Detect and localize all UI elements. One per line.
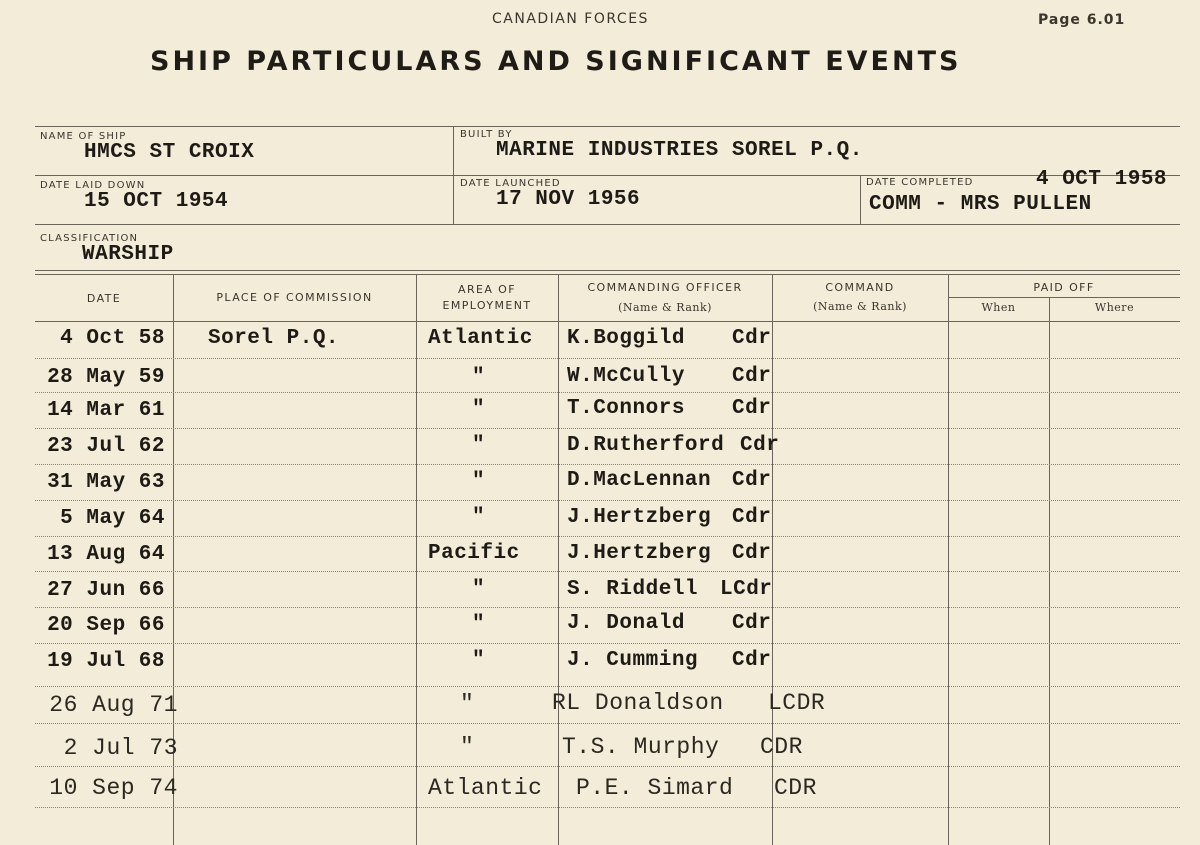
ship-name-value: HMCS ST CROIX <box>84 141 255 164</box>
laid-down-value: 15 OCT 1954 <box>84 190 229 213</box>
col-paid-header: PAID OFF <box>1033 281 1095 294</box>
row-place: Sorel P.Q. <box>208 327 340 350</box>
classification-label: CLASSIFICATION <box>40 233 139 244</box>
row-area: Atlantic <box>428 327 533 350</box>
row-co-rank: LCdr <box>720 578 773 601</box>
row-date: 20 Sep 66 <box>47 614 165 637</box>
row-area: " <box>472 434 486 457</box>
col-when-header: When <box>981 301 1016 314</box>
row-co-name: J.Hertzberg <box>567 542 712 565</box>
row-area: Atlantic <box>428 775 543 801</box>
row-date: 27 Jun 66 <box>47 579 165 602</box>
laid-down-label: DATE LAID DOWN <box>40 180 146 191</box>
row-co-rank: Cdr <box>732 365 772 388</box>
row-co-name: W.McCully <box>567 365 685 388</box>
launched-value: 17 NOV 1956 <box>496 188 641 211</box>
row-co-rank: Cdr <box>732 397 772 420</box>
row-co-name: T.Connors <box>567 397 685 420</box>
row-area: " <box>472 578 486 601</box>
row-date: 28 May 59 <box>47 366 165 389</box>
row-co-name: J. Donald <box>567 612 685 635</box>
row-date: 31 May 63 <box>47 471 165 494</box>
row-co-rank: Cdr <box>732 469 772 492</box>
row-area: " <box>472 398 486 421</box>
row-co-rank: Cdr <box>732 542 772 565</box>
col-co-header-2: (Name & Rank) <box>618 301 712 314</box>
col-where-header: Where <box>1094 301 1135 314</box>
launched-label: DATE LAUNCHED <box>460 178 561 189</box>
ship-name-label: NAME OF SHIP <box>40 131 127 142</box>
row-date: 23 Jul 62 <box>47 435 165 458</box>
col-cmd-header-1: COMMAND <box>825 281 895 294</box>
col-area-header-1: AREA OF <box>458 283 516 296</box>
completed-note: COMM - MRS PULLEN <box>869 193 1092 216</box>
col-date-header: DATE <box>86 292 122 305</box>
row-co-name: T.S. Murphy <box>562 734 720 760</box>
row-co-rank: CDR <box>760 734 803 760</box>
row-co-name: K.Boggild <box>567 327 685 350</box>
row-date: 26 Aug 71 <box>49 692 178 718</box>
row-date: 14 Mar 61 <box>47 399 165 422</box>
row-co-name: D.Rutherford <box>567 434 725 457</box>
row-co-rank: CDR <box>774 775 817 801</box>
col-place-header: PLACE OF COMMISSION <box>216 291 373 304</box>
built-by-value: MARINE INDUSTRIES SOREL P.Q. <box>496 139 863 162</box>
row-date: 4 Oct 58 <box>60 327 165 350</box>
row-area: " <box>460 734 475 760</box>
col-co-header-1: COMMANDING OFFICER <box>587 281 743 294</box>
row-co-name: RL Donaldson <box>552 690 724 716</box>
row-date: 10 Sep 74 <box>49 775 178 801</box>
row-area: " <box>472 649 486 672</box>
row-co-rank: Cdr <box>732 327 772 350</box>
row-co-name: D.MacLennan <box>567 469 712 492</box>
built-by-label: BUILT BY <box>460 129 513 140</box>
row-co-name: J. Cumming <box>567 649 699 672</box>
row-co-name: P.E. Simard <box>576 775 734 801</box>
row-date: 19 Jul 68 <box>47 650 165 673</box>
row-co-rank: Cdr <box>732 612 772 635</box>
row-co-name: S. Riddell <box>567 578 699 601</box>
col-cmd-header-2: (Name & Rank) <box>813 300 907 313</box>
row-area: " <box>472 613 486 636</box>
row-co-rank: Cdr <box>732 649 772 672</box>
row-co-name: J.Hertzberg <box>567 506 712 529</box>
classification-value: WARSHIP <box>82 243 174 266</box>
row-area: " <box>472 470 486 493</box>
row-co-rank: Cdr <box>740 434 780 457</box>
page-number: Page 6.01 <box>1038 12 1126 28</box>
col-area-header-2: EMPLOYMENT <box>442 299 532 312</box>
row-area: " <box>472 506 486 529</box>
completed-value: 4 OCT 1958 <box>1036 168 1168 191</box>
row-date: 13 Aug 64 <box>47 543 165 566</box>
row-co-rank: LCDR <box>768 690 826 716</box>
row-date: 2 Jul 73 <box>63 735 178 761</box>
row-area: Pacific <box>428 542 520 565</box>
row-area: " <box>460 691 475 717</box>
org-header: CANADIAN FORCES <box>492 11 649 27</box>
page-title: SHIP PARTICULARS AND SIGNIFICANT EVENTS <box>150 46 962 77</box>
row-date: 5 May 64 <box>60 507 165 530</box>
completed-label: DATE COMPLETED <box>866 177 974 188</box>
row-co-rank: Cdr <box>732 506 772 529</box>
row-area: " <box>472 366 486 389</box>
